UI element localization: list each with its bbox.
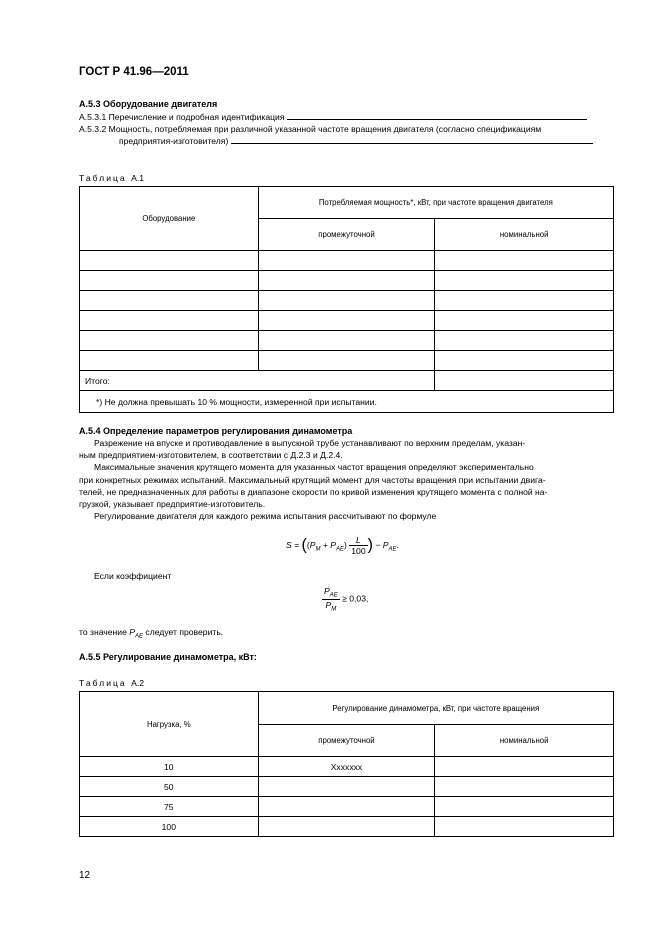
cell-nominal [435,757,614,777]
var-p: P [309,539,316,550]
header-nominal: номинальной [435,219,614,251]
item-a532-line2 [119,135,619,147]
op-minus: − [372,539,383,550]
cell-load: 100 [80,817,259,837]
para2-line4: грузкой, указывает предприятие-изготовитель. [79,499,266,510]
item-a531-text: А.5.3.1 Перечисление и подробная идентификация [79,112,285,122]
sub-m: M [331,606,337,613]
formula-end: . [396,539,399,550]
table-a1 [79,186,614,413]
cell-nominal [435,817,614,837]
cell-nominal [435,797,614,817]
para2-line2: при конкретных режимах испытаний. Максимальный крутящий момент для частоты вращения при испытании двига- [79,474,546,485]
table-row [80,291,614,311]
sub-ae: AE [336,546,345,553]
formula-s: $S = ((P_M + P_{AE})$ $\frac{L}{100}$ ) − $P_{AE}$. [286,535,399,556]
frac-den: 100 [351,546,366,556]
cell-load: 10 [80,757,259,777]
para3: Регулирование двигателя для каждого режима испытания рассчитывают по формуле [94,511,437,522]
header-intermediate: промежуточной [258,725,435,757]
table-row [80,817,614,837]
ratio-fraction [322,586,340,612]
table-row [80,311,614,331]
header-load: Нагрузка, % [80,692,259,757]
caption-number: А.1 [131,173,144,183]
table-row [80,797,614,817]
fill-line [287,111,587,120]
fraction-l-100 [349,535,367,556]
item-a532-line2-text: предприятия-изготовителя) [119,136,229,146]
var-p: P [324,586,330,596]
total-row [80,371,614,391]
header-power: Потребляемая мощность*, кВт, при частоте вращения двигателя [258,187,613,219]
table-a2 [79,691,614,837]
formula-lhs: S = [286,539,302,550]
table-row [80,251,614,271]
header-intermediate: промежуточной [258,219,435,251]
sub-ae: AE [388,546,397,553]
table-row [80,777,614,797]
if-coefficient: Если коэффициент [94,571,172,581]
var-p: P [330,539,336,550]
table-a2-caption [79,678,144,688]
sub-ae: AE [135,633,144,640]
section-a55-heading: А.5.5 Регулирование динамометра, кВт: [79,652,257,662]
var-p: P [129,627,135,637]
fill-line [231,135,593,144]
table-footnote: *) Не должна превышать 10 % мощности, измеренной при испытании. [80,391,614,413]
sub-ae: AE [329,592,338,599]
section-a53-heading: А.5.3 Оборудование двигателя [79,99,218,109]
sub-m: M [315,546,321,553]
document-code: ГОСТ Р 41.96—2011 [79,66,189,78]
footnote-row [80,391,614,413]
cell-intermediate [258,777,435,797]
var-p: P [325,599,332,610]
cell-load: 50 [80,777,259,797]
para2-line3: телей, не предназначенных для работы в диапазоне скорости по кривой изменения крутящего момента с полной на- [79,486,548,497]
cell-intermediate [258,817,435,837]
cell-nominal [435,777,614,797]
formula-ratio [322,586,368,612]
table-row [80,271,614,291]
para2-line1: Максимальные значения крутящего момента для указанных частот вращения определяют экспериментально [94,462,534,473]
item-a531 [79,111,615,123]
page-number: 12 [79,870,91,881]
cell-intermediate: Xxxxxxx [258,757,435,777]
para1-line1: Разрежение на впуске и противодавление в выпускной трубе устанавливают по верхним пределам, указан- [94,438,526,448]
cell-load: 75 [80,797,259,817]
ratio-relation: ≥ 0,03, [342,593,369,604]
check-statement [79,626,223,643]
check-post: следует проверить. [143,627,224,637]
frac-num: L [349,535,367,546]
caption-number: А.2 [131,678,144,688]
section-a54-heading: А.5.4 Определение параметров регулирования динамометра [79,426,353,436]
var-p: P [382,539,389,550]
item-a532-line1: А.5.3.2 Мощность, потребляемая при различной указанной частоте вращения двигателя (согласно спецификациям [79,124,542,134]
header-nominal: номинальной [435,725,614,757]
header-regulation: Регулирование динамометра, кВт, при частоте вращения [258,692,613,725]
table-row [80,331,614,351]
check-pre: то значение [79,627,130,637]
table-row [80,351,614,371]
op-plus: + [320,539,331,550]
section-a54-body [79,437,619,522]
table-row [80,757,614,777]
total-label: Итого: [80,371,435,391]
para1-line2: ным предприятием-изготовителем, в соответствии с Д.2.3 и Д.2.4. [79,450,343,461]
table-a1-caption [79,173,144,183]
caption-word: Таблица [79,678,127,688]
header-equipment: Оборудование [80,187,259,251]
cell-intermediate [258,797,435,817]
caption-word: Таблица [79,173,127,183]
